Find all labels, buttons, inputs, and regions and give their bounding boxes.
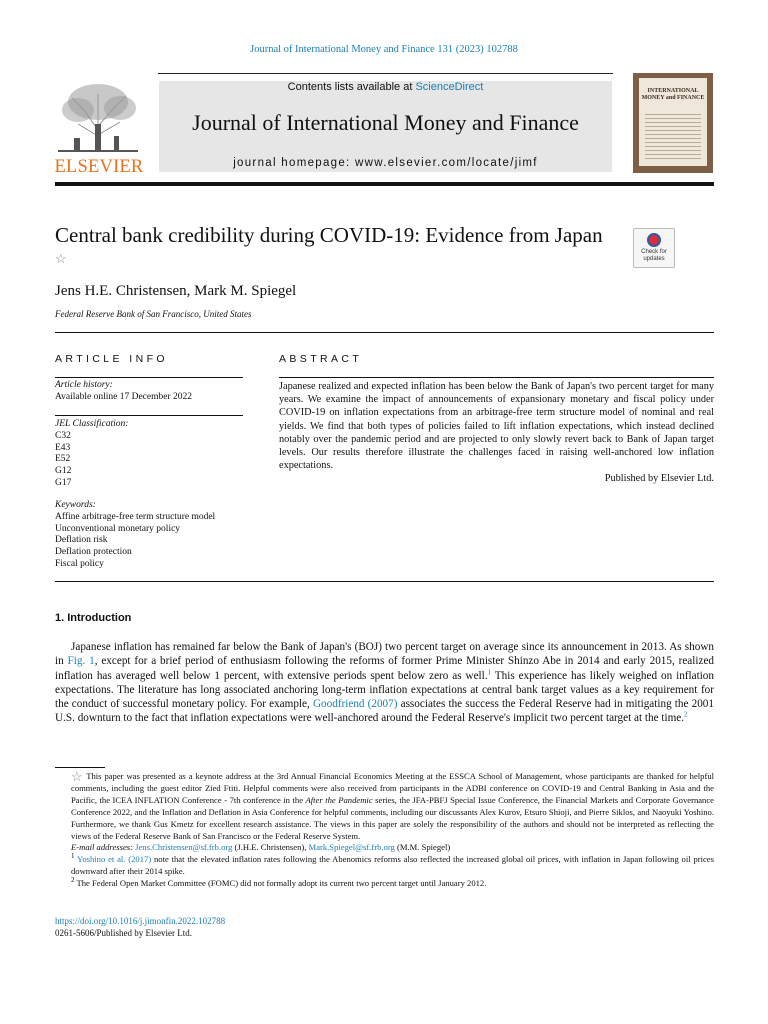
article-history-value: Available online 17 December 2022 xyxy=(55,391,192,402)
footnote-star-text: This paper was presented as a keynote address at the 3rd Annual Financial Economics Meeting at the ESSCA School of Management, whose participants are thanked for helpful comments, including the guest editor Zied Ftiti. Helpful comments were also received from participants in the ADBI conference on COVID-19 and Central Banking in Asia and the Pacific, the ICEA INFLATION Conference - 7th conference in the xyxy=(71,771,714,805)
intro-text: This experience has likely weighed on inflation expectations. The literature has long associated anchoring long-term inflation expectations at central bank target values as a key requirement for the conduct of successful monetary policy. For example, xyxy=(55,669,714,711)
elsevier-logo-text: ELSEVIER xyxy=(54,157,144,177)
title-rule xyxy=(55,332,714,333)
keyword: Unconventional monetary policy xyxy=(55,523,181,534)
abstract-publisher: Published by Elsevier Ltd. xyxy=(604,473,714,485)
cover-lines xyxy=(645,114,701,162)
front-matter-rule xyxy=(55,581,714,582)
issn-line: 0261-5606/Published by Elsevier Ltd. xyxy=(55,928,192,938)
figure-1-link[interactable]: Fig. 1 xyxy=(67,655,95,668)
article-info-rule-2 xyxy=(55,415,243,416)
keyword: Fiscal policy xyxy=(55,558,104,569)
jel-code: E52 xyxy=(55,454,71,465)
cover-title: INTERNATIONAL MONEY and FINANCE xyxy=(641,88,705,101)
article-history-label: Article history: xyxy=(55,380,113,390)
keyword: Affine arbitrage-free term structure model xyxy=(55,511,216,522)
sciencedirect-link[interactable]: ScienceDirect xyxy=(415,81,484,93)
keywords-label: Keywords: xyxy=(55,500,96,510)
footnote-star-mark: ☆ xyxy=(71,769,84,784)
contents-line xyxy=(159,81,612,93)
abstract xyxy=(279,380,714,486)
footnote-2-mark: 2 xyxy=(71,876,75,885)
article-title xyxy=(55,223,615,271)
journal-name: Journal of International Money and Finance xyxy=(192,110,579,135)
keyword: Deflation protection xyxy=(55,547,132,558)
check-for-updates-button[interactable] xyxy=(633,228,675,268)
masthead-rule xyxy=(55,182,714,186)
footnote-1 xyxy=(55,854,714,878)
intro-text: Japanese inflation has remained far below the Bank of Japan's (BOJ) two percent target on average since its announcement in 2013. As shown in xyxy=(55,641,714,668)
email-link-spiegel[interactable]: Mark.Spiegel@sf.frb.org xyxy=(308,842,395,853)
journal-homepage[interactable]: journal homepage: www.elsevier.com/locate/jimf xyxy=(233,157,538,169)
footnote-rule xyxy=(55,767,105,768)
doi-link[interactable]: https://doi.org/10.1016/j.jimonfin.2022.102788 xyxy=(55,916,226,926)
abstract-heading: ABSTRACT xyxy=(279,353,363,365)
jel-code: G17 xyxy=(55,477,72,488)
jel-code: C32 xyxy=(55,430,71,441)
crossmark-icon xyxy=(647,233,661,247)
title-footnote-star[interactable]: ☆ xyxy=(55,251,67,266)
intro-text: , except for a brief period of enthusiasm following the reforms of former Prime Minister Shinzo Abe in 2014 and early 2015, realized inflation has averaged well below 1 percent, with extensive periods spent below zero as well. xyxy=(55,655,715,682)
journal-citation[interactable]: Journal of International Money and Finance 131 (2023) 102788 xyxy=(250,44,518,55)
keyword: Deflation risk xyxy=(55,535,108,546)
email-note: (J.H.E. Christensen), xyxy=(232,842,309,853)
article-info-heading: ARTICLE INFO xyxy=(55,353,168,365)
email-link-christensen[interactable]: Jens.Christensen@sf.frb.org xyxy=(135,842,233,853)
article-history xyxy=(55,380,243,404)
yoshino-2017-link[interactable]: Yoshino et al. (2017) xyxy=(77,854,152,865)
footnote-star-text: series, the JFA-PBFJ Special Issue Conference, the Financial Markets and Corporate Governance Conference 2022, and the Inflation and Deflation in Asia Conference for helpful comments, including our discussants Alex Kurov, Etsuro Shioji, and Pierre Siklos, and Naoyuki Yoshino. Furthermore, we thank Gus Kmetz for excellent research assistance. The views in this paper are solely the responsibility of the authors and should not be interpreted as reflecting the views of the Federal Reserve Bank of San Francisco or the Federal Reserve System. xyxy=(71,794,714,841)
goodfriend-2007-link[interactable]: Goodfriend (2007) xyxy=(312,698,398,711)
article-info-rule xyxy=(55,377,243,378)
jel-code: E43 xyxy=(55,442,71,453)
intro-text: associates the success the Federal Reserve had in mitigating the 2001 U.S. downturn to the fact that inflation expectations were well-anchored around the Federal Reserve's implicit two percent target at the time. xyxy=(55,698,714,725)
footnote-1-text: note that the elevated inflation rates following the Abenomics reforms also reflected the increased global oil prices, with inflation in Japan following oil prices downward after their 2014 spike. xyxy=(71,854,714,877)
authors: Jens H.E. Christensen, Mark M. Spiegel xyxy=(55,283,297,299)
footnote-star-series: After the Pandemic xyxy=(305,794,373,805)
affiliation: Federal Reserve Bank of San Francisco, United States xyxy=(55,309,252,319)
header-rule xyxy=(158,73,613,74)
footnote-2-text: The Federal Open Market Committee (FOMC) did not formally adopt its current two percent target until January 2012. xyxy=(76,878,487,889)
footnote-1-mark: 1 xyxy=(71,852,75,861)
email-note: (M.M. Spiegel) xyxy=(394,842,451,853)
jel-code: G12 xyxy=(55,466,72,477)
crossmark-label: Check for updates xyxy=(641,249,667,262)
keywords xyxy=(55,500,243,571)
jel-classification xyxy=(55,419,243,490)
abstract-text: Japanese realized and expected inflation has been below the Bank of Japan's two percent target for many years. We examine the impact of announcements of expansionary monetary and fiscal policy under COVID-19 on inflation expectations from an arbitrage-free term structure model of nominal and real yields. We find that both types of policies failed to lift inflation expectations, which instead declined notably over the pandemic period and are projected to only slowly revert back to Bank of Japan target levels. Our results therefore illustrate the challenges faced in raising well-anchored low inflation expectations. xyxy=(279,381,714,472)
footnote-2-ref[interactable]: 2 xyxy=(684,710,688,719)
footnote-1-ref[interactable]: 1 xyxy=(487,667,492,676)
abstract-rule xyxy=(279,377,714,378)
article-title-text: Central bank credibility during COVID-19: Evidence from Japan xyxy=(55,223,603,247)
journal-cover-page xyxy=(639,78,707,166)
footnotes xyxy=(55,771,714,890)
footnote-star xyxy=(55,771,714,842)
jel-label: JEL Classification: xyxy=(55,419,129,429)
contents-prefix: Contents lists available at xyxy=(287,81,416,93)
footnote-2 xyxy=(55,878,714,890)
email-label: E-mail addresses: xyxy=(71,842,133,853)
introduction-paragraph xyxy=(55,640,714,726)
author-emails xyxy=(55,842,714,854)
journal-cover-image xyxy=(633,73,713,173)
section-heading-introduction: 1. Introduction xyxy=(55,612,132,624)
